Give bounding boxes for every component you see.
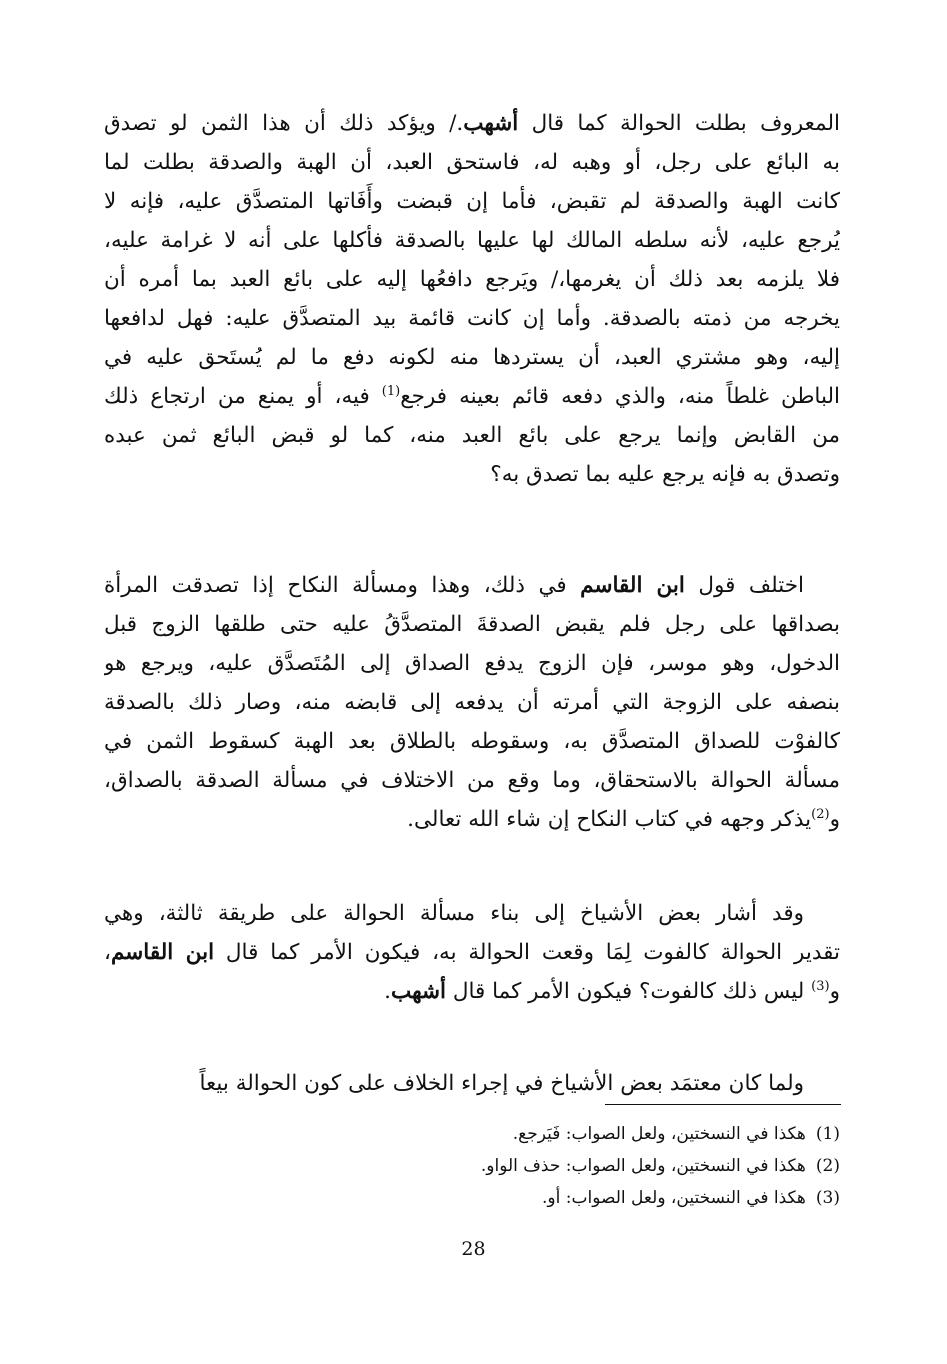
paragraph-3 (104, 894, 840, 1011)
footnote-text: هكذا في النسختين، ولعل الصواب: أو. (542, 1188, 806, 1208)
footnote-separator (605, 1104, 841, 1105)
text-run: إليه، وهو مشتري العبد، أن يستردها منه لكونه دفع ما لم يُستَحق عليه في (104, 345, 840, 370)
text-run: كانت الهبة والصدقة لم تقبض، فأما إن قبضت وأَفَاتها المتصدَّق عليه، فإنه لا (104, 189, 840, 214)
text-run: يخرجه من ذمته بالصدقة. وأما إن كانت قائمة بيد المتصدَّق عليه: فهل لدافعها (104, 306, 840, 331)
footnote-number: (1) (815, 1124, 840, 1144)
footnote-text: هكذا في النسختين، ولعل الصواب: فَيَرجع. (512, 1124, 806, 1144)
text-line (104, 644, 840, 683)
text-run: كالفوْت للصداق المتصدَّق به، وسقوطه بالطلاق بعد الهبة كسقوط الثمن في (104, 729, 840, 754)
text-run: و (829, 807, 840, 832)
text-run: من القابض وإنما يرجع على بائع العبد منه، كما لو قبض البائع ثمن عبده (104, 423, 840, 448)
footnote-text: هكذا في النسختين، ولعل الصواب: حذف الواو. (480, 1156, 806, 1176)
text-run: الدخول، وهو موسر، فإن الزوج يدفع الصداق إلى المُتَصدَّق عليه، ويرجع هو (104, 651, 840, 676)
text-run: ، (104, 940, 111, 965)
text-run: و (829, 979, 840, 1004)
text-line (104, 933, 840, 972)
footnote-3 (300, 1182, 840, 1214)
text-run: ليس ذلك كالفوت؟ فيكون الأمر كما قال (446, 979, 812, 1004)
paragraph-2 (104, 566, 840, 839)
text-line (104, 566, 840, 605)
text-line (104, 221, 840, 260)
text-line (104, 722, 840, 761)
text-line (104, 143, 840, 182)
bold-name: أشهب (391, 979, 447, 1004)
footnote-reference: (1) (381, 383, 401, 399)
text-run: يُرجع عليه، لأنه سلطه المالك لها عليها بالصدقة فأكلها على أنه لا غرامة عليه، (104, 228, 840, 253)
bold-name: ابن القاسم (580, 573, 685, 598)
footnotes (300, 1118, 840, 1214)
text-line (104, 104, 840, 143)
bold-name: أشهب (463, 111, 519, 136)
text-run: فلا يلزمه بعد ذلك أن يغرمها،/ ويَرجع دافعُها إليه على بائع العبد بما أمره أن (104, 267, 840, 292)
text-line (104, 605, 840, 644)
text-line (104, 800, 840, 839)
bold-name: ابن القاسم (110, 940, 215, 965)
footnote-1 (300, 1118, 840, 1150)
text-run: وتصدق به فإنه يرجع عليه بما تصدق به؟ (490, 462, 840, 487)
text-run: ولما كان معتمَد بعض الأشياخ في إجراء الخلاف على كون الحوالة بيعاً (199, 1071, 804, 1096)
text-line (104, 182, 840, 221)
text-run: به البائع على رجل، أو وهبه له، فاستحق العبد، أن الهبة والصدقة بطلت لما (104, 150, 840, 175)
text-line (104, 894, 840, 933)
footnote-number: (2) (815, 1156, 840, 1176)
text-run: اختلف قول (684, 573, 804, 598)
text-line (104, 338, 840, 377)
text-run: ./ ويؤكد ذلك أن هذا الثمن لو تصدق (104, 111, 464, 136)
paragraph-1 (104, 104, 840, 494)
text-run: بصداقها على رجل فلم يقبض الصدقةَ المتصدَّقُ عليه حتى طلقها الزوج قبل (104, 612, 840, 637)
text-line (104, 972, 840, 1011)
text-run: الباطن غلطاً منه، والذي دفعه قائم بعينه فرجع (400, 384, 840, 409)
text-line (104, 299, 840, 338)
text-line (104, 260, 840, 299)
text-line (104, 683, 840, 722)
text-line (104, 416, 840, 455)
text-line (104, 455, 840, 494)
footnote-2 (300, 1150, 840, 1182)
page-number: 28 (461, 1238, 486, 1260)
text-run: في ذلك، وهذا ومسألة النكاح إذا تصدقت المرأة (104, 573, 581, 598)
footnote-number: (3) (815, 1188, 840, 1208)
text-line (104, 1064, 840, 1103)
text-line (104, 377, 840, 416)
text-run: يذكر وجهه في كتاب النكاح إن شاء الله تعالى. (407, 807, 812, 832)
text-line (104, 761, 840, 800)
footnote-reference: (3) (811, 978, 830, 994)
text-run: وقد أشار بعض الأشياخ إلى بناء مسألة الحوالة على طريقة ثالثة، وهي (104, 901, 804, 926)
text-run: فيه، أو يمنع من ارتجاع ذلك (104, 384, 382, 409)
footnote-reference: (2) (811, 806, 830, 822)
text-run: المعروف بطلت الحوالة كما قال (518, 111, 840, 136)
text-run: . (384, 979, 391, 1004)
text-run: بنصفه على الزوجة التي أمرته أن يدفعه إلى قابضه منه، وصار ذلك بالصدقة (104, 690, 840, 715)
paragraph-4 (104, 1064, 840, 1103)
text-run: تقدير الحوالة كالفوت لِمَا وقعت الحوالة به، فيكون الأمر كما قال (214, 940, 840, 965)
text-run: مسألة الحوالة بالاستحقاق، وما وقع من الاختلاف في مسألة الصدقة بالصداق، (104, 768, 840, 793)
